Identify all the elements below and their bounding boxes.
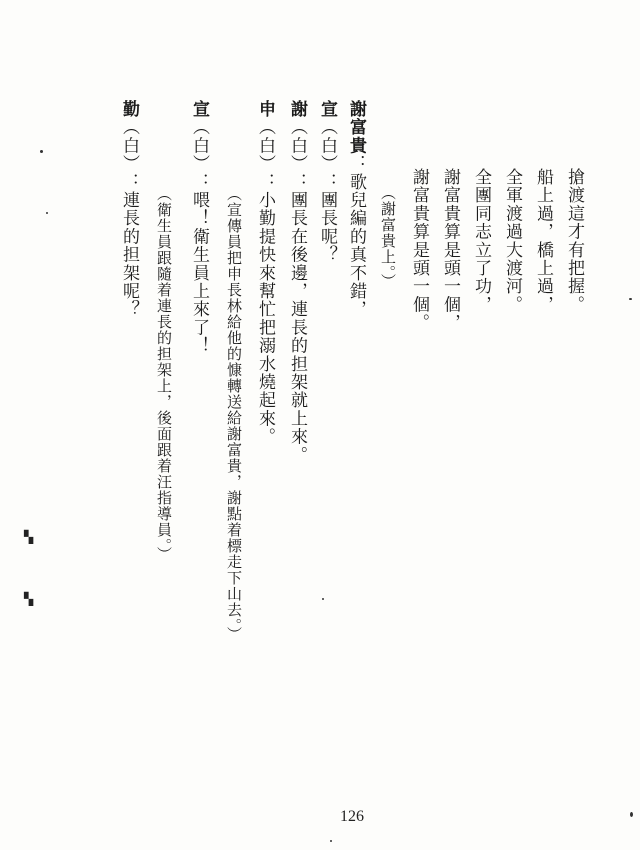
- page-number: 126: [340, 808, 364, 825]
- scan-speck: [330, 840, 332, 842]
- dialogue-line-4: 申（白）：小勤提快來幫忙把溺水燒起來。: [255, 100, 275, 446]
- speaker-name: 宣: [317, 100, 337, 119]
- scan-speck: [629, 298, 632, 300]
- stage-direction-3: （衛生員跟隨着連長的担架上，後面跟着汪指導員。）: [155, 186, 173, 563]
- scan-mark: ▚: [24, 592, 34, 606]
- text-column-3: 全軍渡過大渡河。: [502, 168, 522, 314]
- speaker-name: 申: [255, 100, 275, 119]
- speaker-name: 宣: [189, 100, 209, 119]
- speaker-name: 勤: [119, 100, 139, 119]
- dialogue-line-6: 勤（白）：連長的担架呢？: [119, 100, 139, 319]
- stage-direction-2: （宣傳員把申長林給他的慷轉送給謝富貴，謝點着標走下山去。）: [225, 186, 243, 643]
- scan-speck: [46, 212, 48, 214]
- text-column-2: 船上過，橋上過，: [533, 168, 553, 314]
- speaker-name: 謝: [287, 100, 307, 119]
- scan-speck: [40, 150, 43, 153]
- dialogue-line-2: 宣（白）：團長呢？: [317, 100, 337, 264]
- text-column-6: 謝富貴算是頭一個。: [409, 168, 429, 332]
- dialogue-line-3: 謝（白）：團長在後邊，連長的担架就上來。: [287, 100, 307, 465]
- dialogue-line-5: 宣（白）：喂！衛生員上來了！: [189, 100, 209, 355]
- text-column-4: 全團同志立了功，: [471, 168, 491, 314]
- text-column-1: 搶渡這才有把握。: [564, 168, 584, 314]
- text-column-5: 謝富貴算是頭一個，: [440, 168, 460, 332]
- scan-speck: [322, 598, 324, 600]
- scan-mark: ▚: [24, 530, 34, 544]
- speaker-name: 謝富貴: [346, 100, 366, 155]
- stage-direction-1: （謝富貴上。）: [379, 185, 397, 290]
- scan-speck: [630, 812, 633, 817]
- dialogue-line-1: 謝富貴：歌兒編的真不錯，: [346, 100, 366, 319]
